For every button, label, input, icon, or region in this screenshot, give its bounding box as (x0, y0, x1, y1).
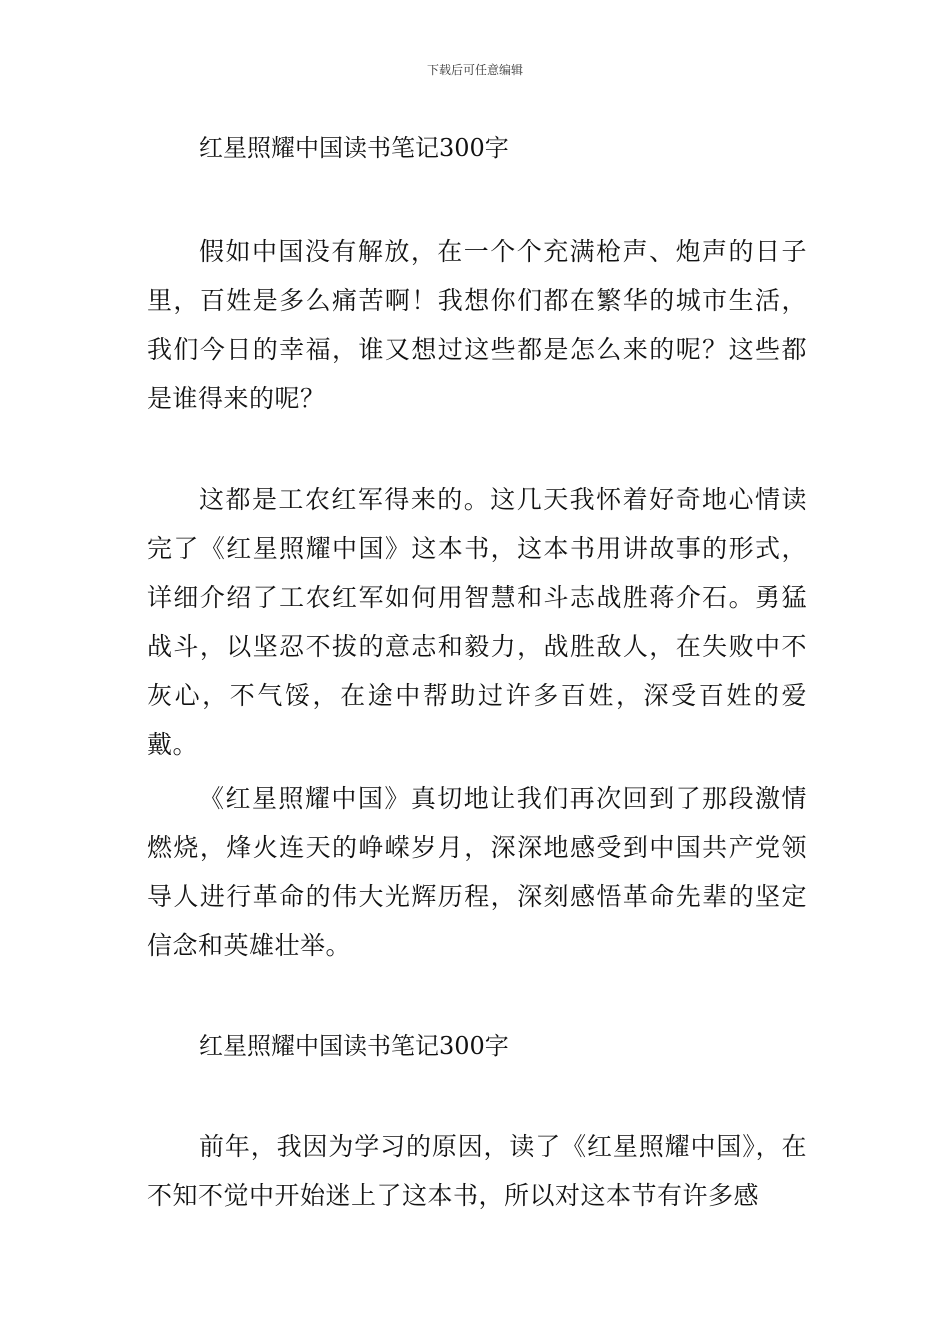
paragraph-4: 前年，我因为学习的原因，读了《红星照耀中国》，在不知不觉中开始迷上了这本书，所以对这本节有许多感 (147, 1132, 807, 1210)
paragraph-2: 这都是工农红军得来的。这几天我怀着好奇地心情读完了《红星照耀中国》这本书，这本书用讲故事的形式，详细介绍了工农红军如何用智慧和斗志战胜蒋介石。勇猛战斗，以坚忍不拔的意志和毅力，战胜敌人，在失败中不灰心，不气馁，在途中帮助过许多百姓，深受百姓的爱戴。 (147, 485, 807, 759)
section-title-2: 红星照耀中国读书笔记300字 (199, 1032, 509, 1060)
paragraph-1: 假如中国没有解放，在一个个充满枪声、炮声的日子里，百姓是多么痛苦啊！我想你们都在繁华的城市生活，我们今日的幸福，谁又想过这些都是怎么来的呢？这些都是谁得来的呢？ (147, 237, 807, 413)
page-header-note: 下载后可任意编辑 (426, 63, 523, 77)
paragraph-3: 《红星照耀中国》真切地让我们再次回到了那段激情燃烧，烽火连天的峥嵘岁月，深深地感受到中国共产党领导人进行革命的伟大光辉历程，深刻感悟革命先辈的坚定信念和英雄壮举。 (147, 784, 807, 960)
section-title-1: 红星照耀中国读书笔记300字 (199, 134, 509, 162)
